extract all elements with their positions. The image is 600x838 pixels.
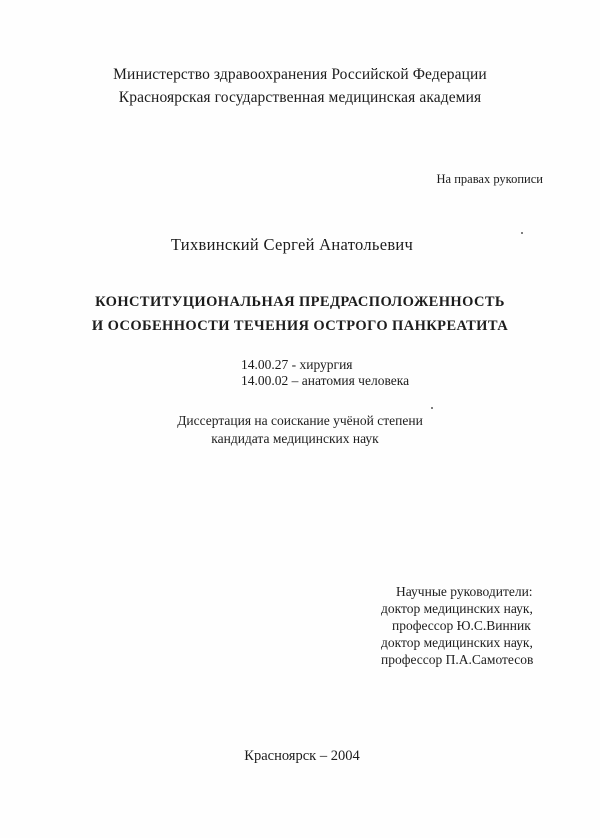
specialty-line-2: 14.00.02 – анатомия человека bbox=[241, 373, 410, 388]
scan-speck bbox=[431, 407, 433, 409]
advisor-line: профессор П.А.Самотесов bbox=[381, 652, 534, 667]
author-name: Тихвинский Сергей Анатольевич bbox=[170, 235, 414, 254]
scan-speck bbox=[521, 232, 523, 234]
dissertation-title-line-1: КОНСТИТУЦИОНАЛЬНАЯ ПРЕДРАСПОЛОЖЕННОСТЬ bbox=[95, 294, 505, 310]
advisor-line: доктор медицинских наук, bbox=[381, 635, 533, 650]
rights-note: На правах рукописи bbox=[436, 172, 543, 186]
advisor-line: профессор Ю.С.Винник bbox=[392, 618, 531, 633]
specialty-line-1: 14.00.27 - хирургия bbox=[241, 357, 353, 372]
dissertation-title-line-2: И ОСОБЕННОСТИ ТЕЧЕНИЯ ОСТРОГО ПАНКРЕАТИТА bbox=[91, 318, 509, 334]
city-year: Красноярск – 2004 bbox=[244, 748, 360, 764]
degree-line-1: Диссертация на соискание учёной степени bbox=[177, 413, 423, 428]
advisor-line: доктор медицинских наук, bbox=[381, 601, 533, 616]
advisors-heading: Научные руководители: bbox=[396, 584, 533, 599]
ministry-heading: Министерство здравоохранения Российской Федерации bbox=[113, 66, 487, 83]
academy-heading: Красноярская государственная медицинская академия bbox=[118, 89, 482, 106]
degree-line-2: кандидата медицинских наук bbox=[211, 431, 379, 446]
